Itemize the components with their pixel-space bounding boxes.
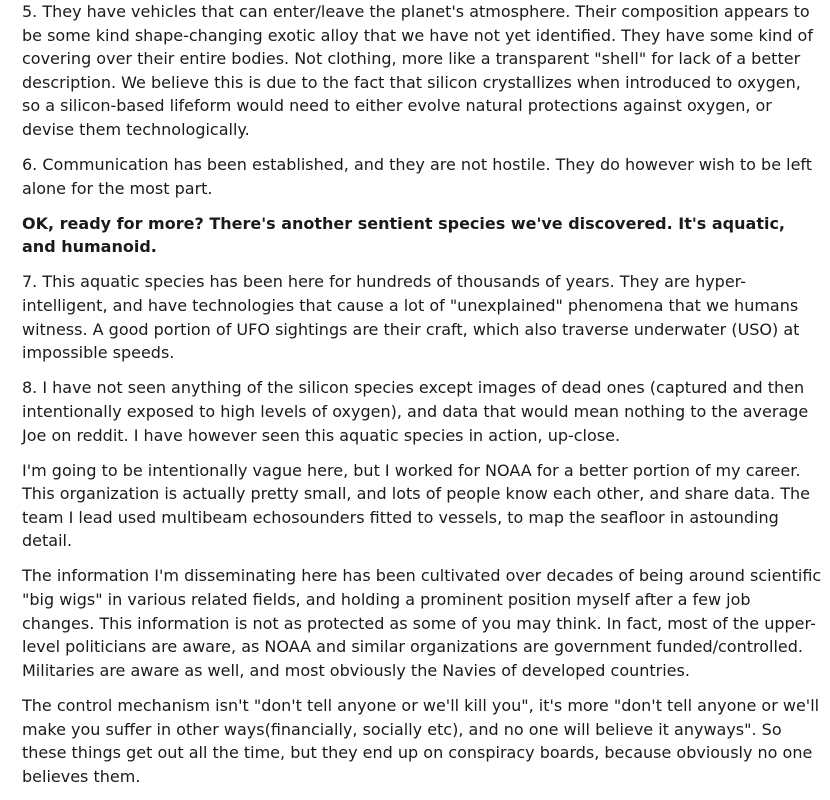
post-paragraph-bold-aquatic-intro: OK, ready for more? There's another sentient species we've discovered. It's aquatic, and humanoid. — [22, 213, 786, 257]
post-body — [22, 0, 822, 800]
post-paragraph-6-communication: 6. Communication has been established, and they are not hostile. They do however wish to be left alone for the most part. — [22, 155, 813, 198]
post-paragraph-7-aquatic-species: 7. This aquatic species has been here for hundreds of thousands of years. They are hyper-intelligent, and have technologies that cause a lot of "unexplained" phenomena that we humans witness. A good portion of UFO sightings are their craft, which also traverse underwater (USO) at impossible speeds. — [22, 272, 800, 363]
post-paragraph-control-mechanism: The control mechanism isn't "don't tell anyone or we'll kill you", it's more "don't tell anyone or we'll make you suffer in other ways(financially, socially etc), and no one will believe it anyways". So these things get out all the time, but they end up on conspiracy boards, because obviously no one believes them. — [22, 695, 820, 786]
post-paragraph-noaa: I'm going to be intentionally vague here, but I worked for NOAA for a better portion of my career. This organization is actually pretty small, and lots of people know each other, and share data. The team I lead used multibeam echosounders fitted to vessels, to map the seafloor in astounding detail. — [22, 460, 810, 551]
post-paragraph-5-vehicles: 5. They have vehicles that can enter/leave the planet's atmosphere. Their composition appears to be some kind shape-changing exotic alloy that we have not yet identified. They have some kind of covering over their entire bodies. Not clothing, more like a transparent "shell" for lack of a better description. We believe this is due to the fact that silicon crystallizes when introduced to oxygen, so a silicon-based lifeform would need to either evolve natural protections against oxygen, or devise them technologically. — [22, 2, 813, 139]
post-paragraph-information-source: The information I'm disseminating here has been cultivated over decades of being around scientific "big wigs" in various related fields, and holding a prominent position myself after a few job changes. This information is not as protected as some of you may think. In fact, most of the upper-level politicians are aware, as NOAA and similar organizations are government funded/controlled. Militaries are aware as well, and most obviously the Navies of developed countries. — [22, 566, 822, 680]
post-paragraph-8-silicon-species: 8. I have not seen anything of the silicon species except images of dead ones (captured and then intentionally exposed to high levels of oxygen), and data that would mean nothing to the average Joe on reddit. I have however seen this aquatic species in action, up-close. — [22, 378, 809, 445]
